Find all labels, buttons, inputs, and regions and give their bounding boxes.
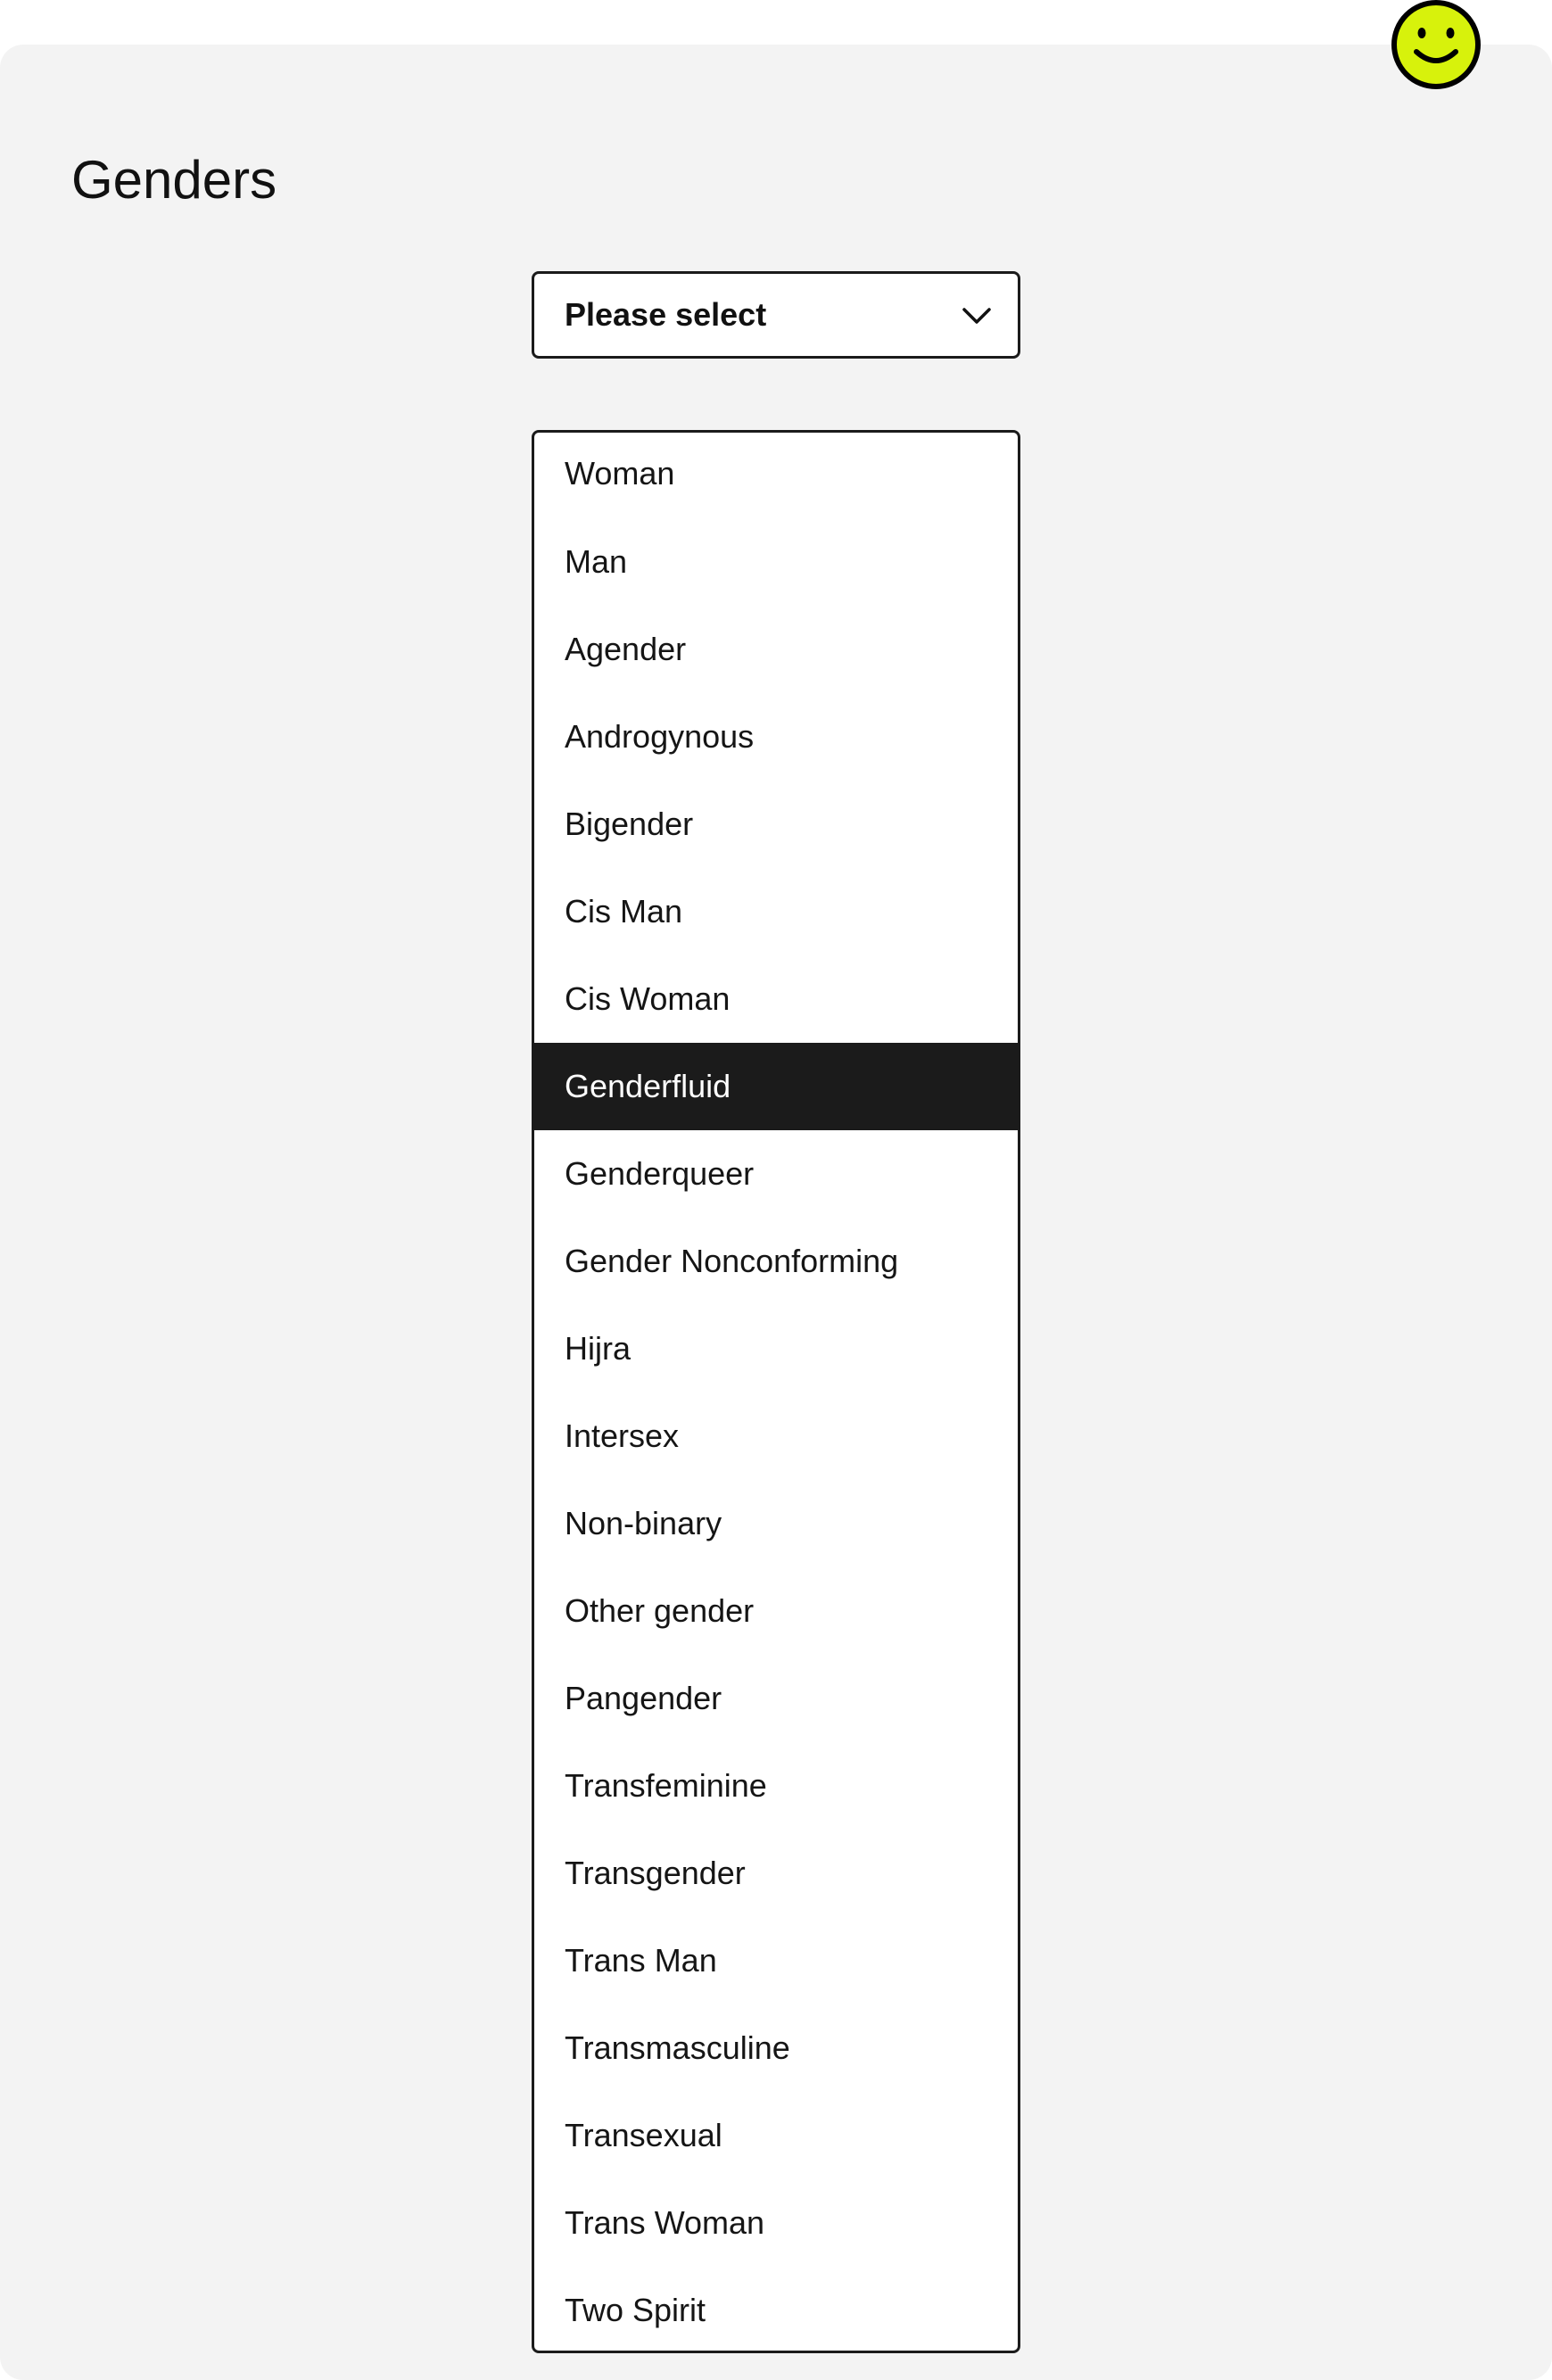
- content-card: [0, 45, 1552, 2380]
- option-transfeminine[interactable]: Transfeminine: [565, 1767, 767, 1804]
- option-man[interactable]: Man: [565, 543, 628, 580]
- smiley-face-icon[interactable]: [1391, 0, 1481, 89]
- option-non-binary[interactable]: Non-binary: [565, 1505, 722, 1541]
- option-bigender[interactable]: Bigender: [565, 806, 694, 842]
- option-hijra[interactable]: Hijra: [565, 1330, 632, 1367]
- option-cis-woman[interactable]: Cis Woman: [565, 980, 731, 1017]
- option-trans-man[interactable]: Trans Man: [565, 1942, 717, 1979]
- option-intersex[interactable]: Intersex: [565, 1417, 680, 1454]
- option-androgynous[interactable]: Androgynous: [565, 718, 755, 755]
- option-pangender[interactable]: Pangender: [565, 1680, 722, 1716]
- option-trans-woman[interactable]: Trans Woman: [565, 2204, 765, 2241]
- gender-options-list: [532, 430, 1020, 2353]
- option-genderqueer[interactable]: Genderqueer: [565, 1155, 755, 1192]
- gender-select[interactable]: [532, 271, 1020, 359]
- option-transexual[interactable]: Transexual: [565, 2117, 722, 2153]
- page-title: Genders: [71, 150, 277, 210]
- option-gender-nonconforming[interactable]: Gender Nonconforming: [565, 1243, 899, 1279]
- option-other-gender[interactable]: Other gender: [565, 1592, 755, 1629]
- option-agender[interactable]: Agender: [565, 631, 687, 667]
- option-genderfluid[interactable]: Genderfluid: [534, 1043, 1018, 1130]
- option-two-spirit[interactable]: Two Spirit: [565, 2292, 706, 2328]
- option-cis-man[interactable]: Cis Man: [565, 893, 683, 930]
- option-transgender[interactable]: Transgender: [565, 1855, 746, 1891]
- select-placeholder: Please select: [565, 296, 767, 333]
- chevron-down-icon: [961, 301, 993, 329]
- option-woman[interactable]: Woman: [565, 455, 675, 492]
- option-transmasculine[interactable]: Transmasculine: [565, 2029, 790, 2066]
